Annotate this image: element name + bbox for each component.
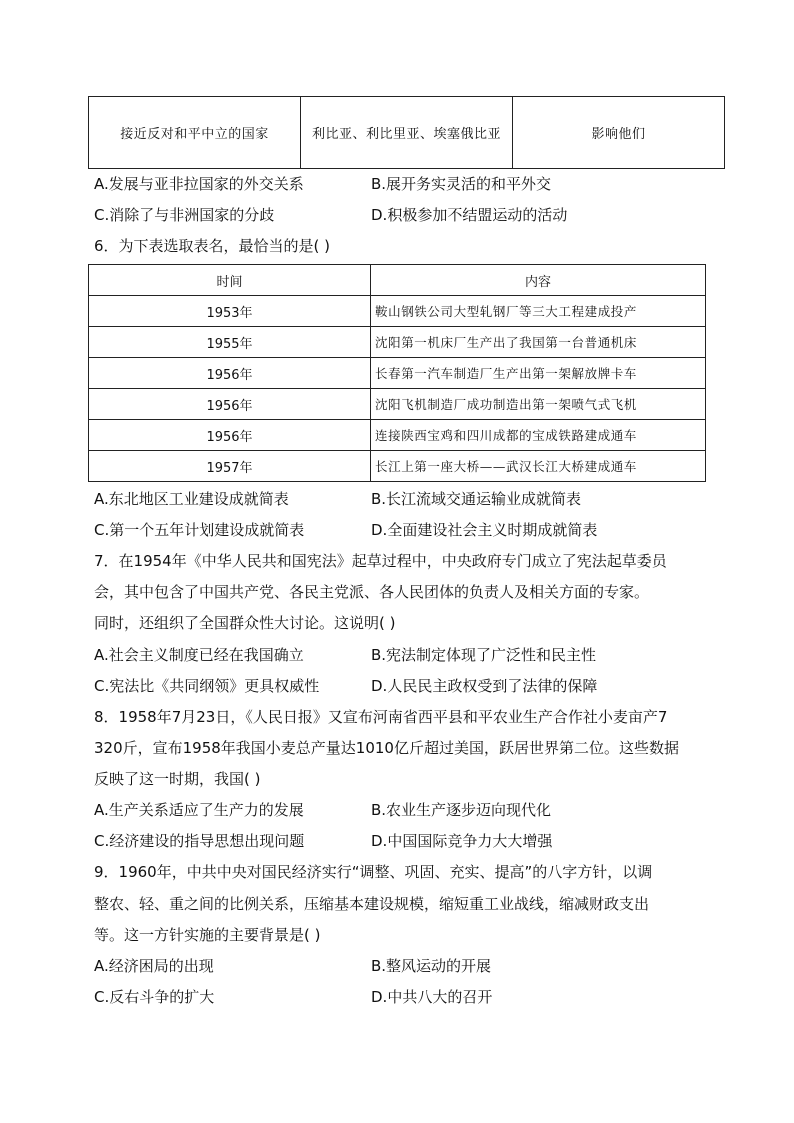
q8-option-d[interactable]: D.中国国际竞争力大大增强	[371, 832, 553, 850]
q9-option-a[interactable]: A.经济困局的出现	[94, 957, 214, 975]
q7-option-d[interactable]: D.人民民主政权受到了法律的保障	[371, 677, 598, 695]
column-header-content: 内容	[371, 265, 706, 296]
cell-content: 鞍山钢铁公司大型轧钢厂等三大工程建成投产	[371, 296, 706, 327]
table-row	[89, 327, 706, 358]
q7-stem-line-2: 会，其中包含了中国共产党、各民主党派、各人民团体的负责人及相关方面的专家。	[94, 583, 650, 601]
column-header-time: 时间	[89, 265, 371, 296]
q9-stem-line-1: 9．1960年，中共中央对国民经济实行“调整、巩固、充实、提高”的八字方针，以调	[94, 863, 653, 881]
q9-stem-line-3: 等。这一方针实施的主要背景是( )	[94, 926, 321, 944]
q7-option-c[interactable]: C.宪法比《共同纲领》更具权威性	[94, 677, 320, 695]
q7-stem-line-1: 7．在1954年《中华人民共和国宪法》起草过程中，中央政府专门成立了宪法起草委员	[94, 552, 667, 570]
q6-stem: 6．为下表选取表名，最恰当的是( )	[94, 237, 331, 255]
q7-option-b[interactable]: B.宪法制定体现了广泛性和民主性	[371, 646, 597, 664]
cell-year: 1955年	[89, 327, 371, 358]
cell-content: 长江上第一座大桥——武汉长江大桥建成通车	[371, 451, 706, 482]
q7-option-a[interactable]: A.社会主义制度已经在我国确立	[94, 646, 304, 664]
table-cell: 影响他们	[513, 97, 725, 169]
table-row	[89, 420, 706, 451]
table-cell: 利比亚、利比里亚、埃塞俄比亚	[301, 97, 513, 169]
q5-option-a[interactable]: A.发展与亚非拉国家的外交关系	[94, 175, 304, 193]
cell-year: 1957年	[89, 451, 371, 482]
q8-option-c[interactable]: C.经济建设的指导思想出现问题	[94, 832, 305, 850]
q6-option-a[interactable]: A.东北地区工业建设成就简表	[94, 490, 289, 508]
table-row	[89, 358, 706, 389]
cell-year: 1956年	[89, 358, 371, 389]
q5-option-b[interactable]: B.展开务实灵活的和平外交	[371, 175, 552, 193]
q8-stem-line-2: 320斤，宣布1958年我国小麦总产量达1010亿斤超过美国，跃居世界第二位。这些数据	[94, 739, 679, 757]
q9-option-c[interactable]: C.反右斗争的扩大	[94, 988, 215, 1006]
q5-option-d[interactable]: D.积极参加不结盟运动的活动	[371, 206, 568, 224]
q9-stem-line-2: 整农、轻、重之间的比例关系，压缩基本建设规模，缩短重工业战线，缩减财政支出	[94, 895, 650, 913]
cell-content: 沈阳第一机床厂生产出了我国第一台普通机床	[371, 327, 706, 358]
table-row	[89, 389, 706, 420]
table-cell: 接近反对和平中立的国家	[89, 97, 301, 169]
q8-option-b[interactable]: B.农业生产逐步迈向现代化	[371, 801, 552, 819]
q6-option-d[interactable]: D.全面建设社会主义时期成就简表	[371, 521, 598, 539]
table-row	[89, 451, 706, 482]
q5-option-c[interactable]: C.消除了与非洲国家的分歧	[94, 206, 275, 224]
cell-content: 沈阳飞机制造厂成功制造出第一架喷气式飞机	[371, 389, 706, 420]
table-row	[89, 97, 725, 169]
cell-year: 1956年	[89, 420, 371, 451]
q6-option-b[interactable]: B.长江流域交通运输业成就简表	[371, 490, 582, 508]
q8-stem-line-1: 8．1958年7月23日，《人民日报》又宣布河南省西平县和平农业生产合作社小麦亩产7	[94, 708, 668, 726]
table-header-row	[89, 265, 706, 296]
q8-option-a[interactable]: A.生产关系适应了生产力的发展	[94, 801, 304, 819]
q6-option-c[interactable]: C.第一个五年计划建设成就简表	[94, 521, 305, 539]
cell-year: 1956年	[89, 389, 371, 420]
cell-year: 1953年	[89, 296, 371, 327]
q8-stem-line-3: 反映了这一时期，我国( )	[94, 770, 261, 788]
q6-table	[88, 264, 706, 482]
cell-content: 长春第一汽车制造厂生产出第一架解放牌卡车	[371, 358, 706, 389]
table-row	[89, 296, 706, 327]
q9-option-b[interactable]: B.整风运动的开展	[371, 957, 492, 975]
q5-context-table	[88, 96, 725, 169]
q7-stem-line-3: 同时，还组织了全国群众性大讨论。这说明( )	[94, 614, 396, 632]
q9-option-d[interactable]: D.中共八大的召开	[371, 988, 493, 1006]
cell-content: 连接陕西宝鸡和四川成都的宝成铁路建成通车	[371, 420, 706, 451]
